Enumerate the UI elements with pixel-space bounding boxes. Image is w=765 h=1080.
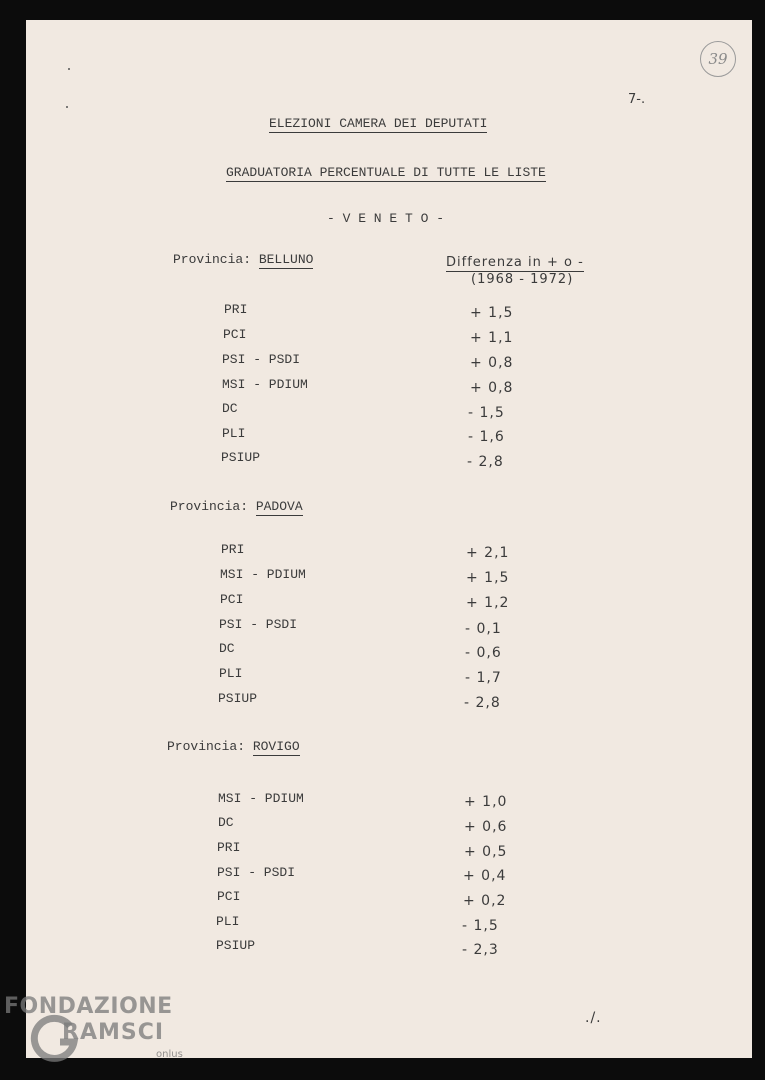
party-name: DC [219, 641, 235, 656]
watermark-line-2: RAMSCI [62, 1020, 165, 1045]
watermark-line-1: FONDAZIONE [4, 994, 173, 1019]
party-name: PSIUP [218, 691, 258, 706]
party-value: + 0,6 [464, 819, 508, 835]
party-name: PSIUP [216, 938, 256, 953]
watermark-line-3: onlus [156, 1049, 183, 1060]
party-value: - 0,1 [465, 621, 502, 637]
party-value: - 2,3 [462, 942, 499, 958]
page-number: 7-. [628, 92, 646, 107]
archive-number-stamp [700, 41, 736, 77]
party-value: + 1,5 [466, 570, 510, 586]
party-value: + 1,0 [464, 794, 508, 810]
document-title: ELEZIONI CAMERA DEI DEPUTATI [269, 116, 488, 131]
continuation-mark: ./. [585, 1010, 602, 1026]
party-value: + 0,5 [464, 844, 508, 860]
party-name: PLI [216, 914, 240, 929]
party-value: + 0,8 [470, 380, 514, 396]
province-header [170, 499, 303, 514]
party-name: PSI - PSDI [219, 617, 298, 632]
party-name: DC [218, 815, 234, 830]
party-name: MSI - PDIUM [222, 377, 308, 392]
party-value: + 2,1 [466, 545, 510, 561]
punch-mark [68, 68, 70, 70]
column-header: Differenza in + o - [446, 255, 584, 270]
party-value: + 1,5 [470, 305, 514, 321]
party-name: MSI - PDIUM [218, 791, 304, 806]
party-name: MSI - PDIUM [220, 567, 306, 582]
party-value: + 0,8 [470, 355, 514, 371]
party-value: - 1,5 [462, 918, 499, 934]
province-name: ROVIGO [252, 739, 300, 754]
party-name: PSI - PSDI [222, 352, 301, 367]
party-value: - 2,8 [464, 695, 501, 711]
party-name: PCI [217, 889, 241, 904]
punch-mark [66, 106, 68, 108]
party-name: PLI [219, 666, 243, 681]
party-value: - 2,8 [467, 454, 504, 470]
party-value: - 0,6 [465, 645, 502, 661]
archive-number: 39 [708, 50, 728, 68]
party-name: DC [222, 401, 238, 416]
province-label: Provincia: [173, 252, 252, 267]
party-value: - 1,5 [468, 405, 505, 421]
party-value: - 1,6 [468, 429, 505, 445]
province-label: Provincia: [167, 739, 246, 754]
province-name: PADOVA [255, 499, 303, 514]
party-name: PRI [224, 302, 248, 317]
party-value: + 0,4 [463, 868, 507, 884]
province-name: BELLUNO [258, 252, 314, 267]
column-subheader: (1968 - 1972) [471, 272, 574, 287]
party-name: PRI [221, 542, 245, 557]
region-heading: - V E N E T O - [327, 211, 445, 226]
party-name: PSI - PSDI [217, 865, 296, 880]
party-value: + 1,1 [470, 330, 514, 346]
party-name: PCI [223, 327, 247, 342]
province-header [173, 252, 313, 267]
party-name: PRI [217, 840, 241, 855]
party-name: PSIUP [221, 450, 261, 465]
province-label: Provincia: [170, 499, 249, 514]
province-header [167, 739, 300, 754]
document-subtitle: GRADUATORIA PERCENTUALE DI TUTTE LE LISTE [226, 165, 546, 180]
fondazione-gramsci-watermark [4, 994, 194, 1074]
party-value: + 0,2 [463, 893, 507, 909]
party-name: PCI [220, 592, 244, 607]
party-value: + 1,2 [466, 595, 510, 611]
party-name: PLI [222, 426, 246, 441]
party-value: - 1,7 [465, 670, 502, 686]
